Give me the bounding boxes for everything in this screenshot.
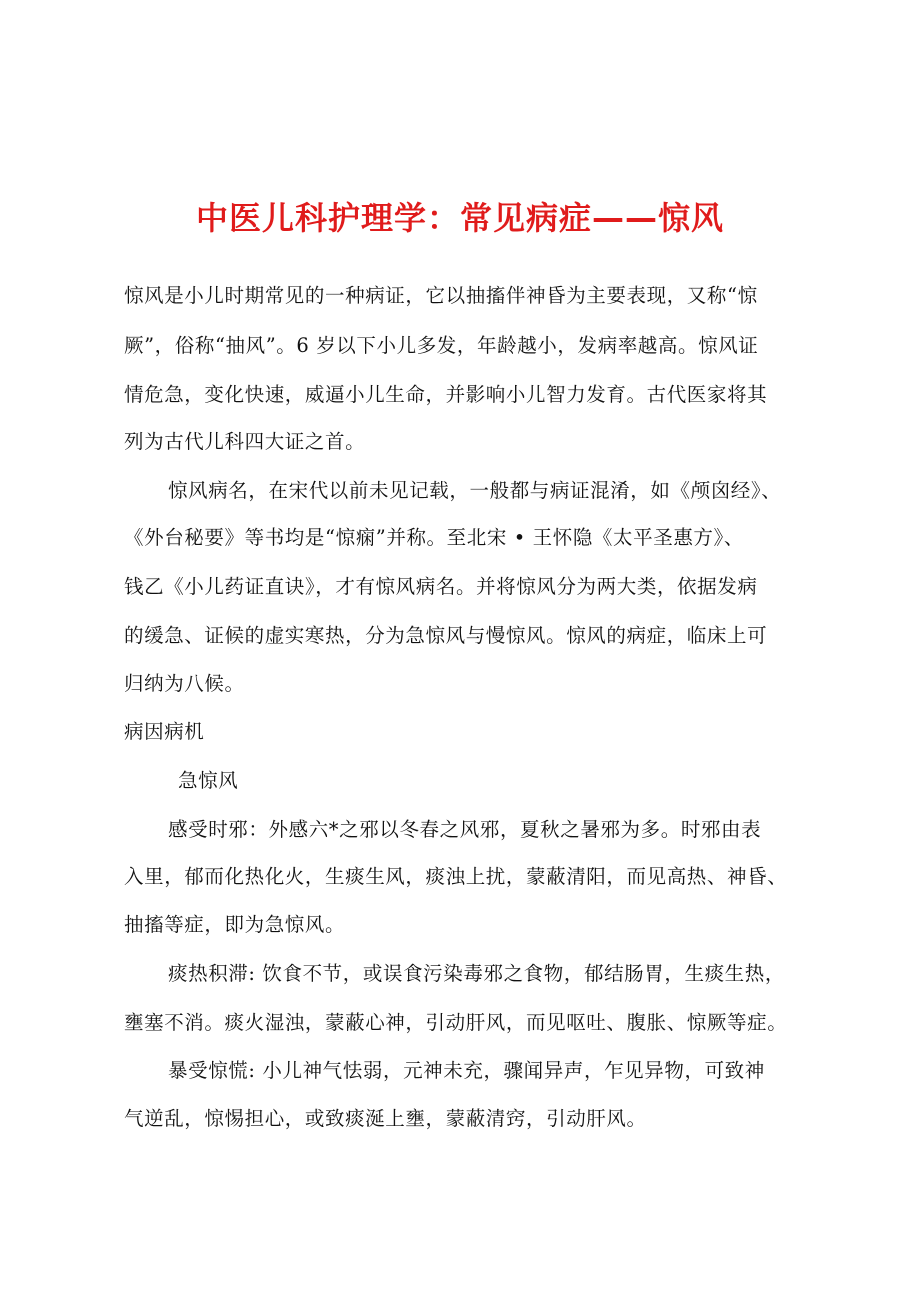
text-line: 入里，郁而化热化火，生痰生风，痰浊上扰，蒙蔽清阳，而见高热、神昏、 xyxy=(124,865,788,888)
text-line: 厥”，俗称“抽风”。6 岁以下小儿多发，年龄越小，发病率越高。惊风证 xyxy=(124,334,759,357)
text-line: 痰热积滞: 饮食不节，或误食污染毒邪之食物，郁结肠胃，生痰生热， xyxy=(168,962,785,985)
text-line: 感受时邪：外感六*之邪以冬春之风邪，夏秋之暑邪为多。时邪由表 xyxy=(168,818,762,841)
heading-acute-convulsion: 急惊风 xyxy=(178,769,239,792)
text-line: 归纳为八候。 xyxy=(124,672,245,695)
text-line: 情危急，变化快速，威逼小儿生命，并影响小儿智力发育。古代医家将其 xyxy=(124,383,768,406)
text-line: 壅塞不消。痰火湿浊，蒙蔽心神，引动肝风，而见呕吐、腹胀、惊厥等症。 xyxy=(124,1011,788,1034)
text-line: 暴受惊慌: 小儿神气怯弱，元神未充，骤闻异声，乍见异物，可致神 xyxy=(168,1059,765,1082)
text-line: 抽搐等症，即为急惊风。 xyxy=(124,913,346,936)
text-line: 《外台秘要》等书均是“惊痫”并称。至北宋 • 王怀隐《太平圣惠方》、 xyxy=(124,526,744,549)
text-line: 惊风病名，在宋代以前未见记载，一般都与病证混淆，如《颅囟经》、 xyxy=(168,479,782,502)
heading-etiology: 病因病机 xyxy=(124,720,205,743)
text-line: 惊风是小儿时期常见的一种病证，它以抽搐伴神昏为主要表现，又称“惊 xyxy=(124,284,758,307)
document-title: 中医儿科护理学：常见病症——惊风 xyxy=(195,199,724,237)
text-line: 气逆乱，惊惕担心，或致痰涎上壅，蒙蔽清窍，引动肝风。 xyxy=(124,1107,647,1130)
text-line: 的缓急、证候的虚实寒热，分为急惊风与慢惊风。惊风的病症，临床上可 xyxy=(124,624,768,647)
text-line: 钱乙《小儿药证直诀》，才有惊风病名。并将惊风分为两大类，依据发病 xyxy=(124,575,758,598)
text-line: 列为古代儿科四大证之首。 xyxy=(124,430,366,453)
